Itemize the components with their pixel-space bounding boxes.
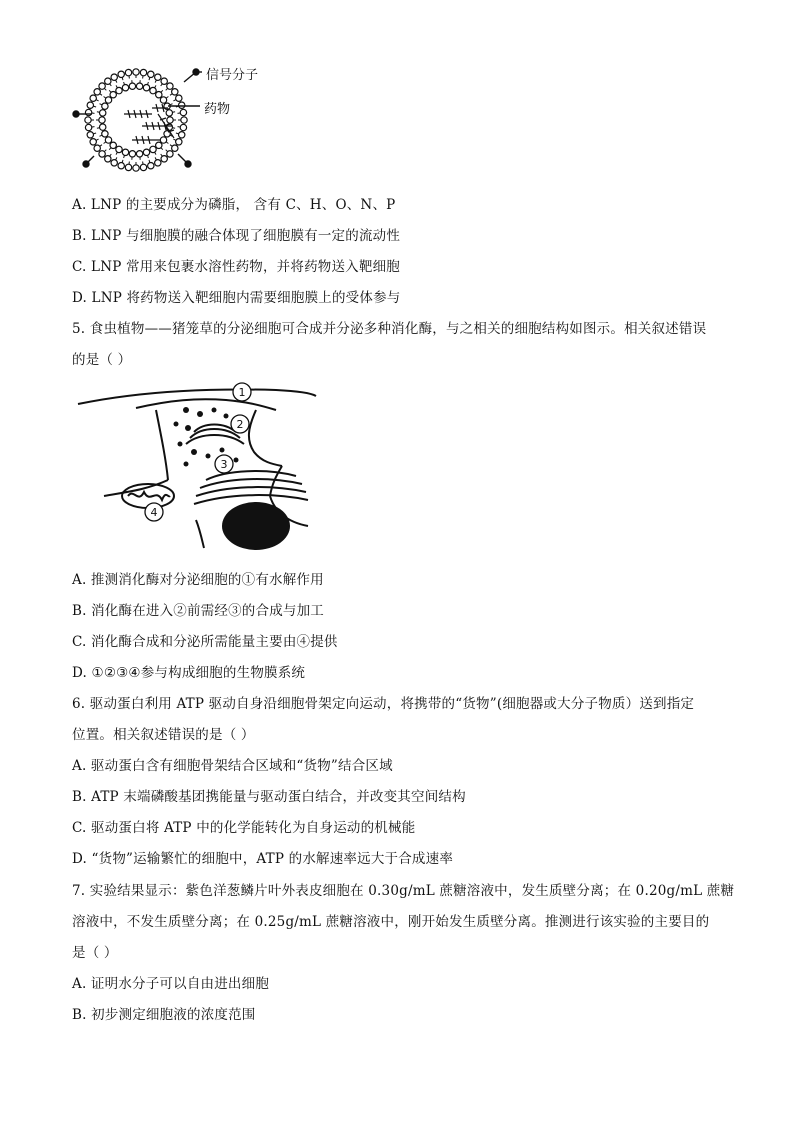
q5-option-c: C. 消化酶合成和分泌所需能量主要由④提供 <box>72 634 338 650</box>
lipid-head <box>105 156 111 162</box>
lipid-head <box>90 139 96 145</box>
secretory-cell-diagram <box>76 380 326 552</box>
lipid-head <box>156 142 162 148</box>
lipid-head <box>148 71 154 77</box>
lipid-head <box>136 151 142 157</box>
lipid-bilayer <box>85 69 187 171</box>
q7-option-a: A. 证明水分子可以自由进出细胞 <box>72 976 270 992</box>
lipid-head <box>161 78 167 84</box>
lipid-head <box>122 85 128 91</box>
lipid-head <box>125 164 131 170</box>
lipid-head <box>99 117 105 123</box>
lipid-head <box>133 165 139 171</box>
lipid-head <box>87 102 93 108</box>
lipid-head <box>179 102 185 108</box>
lipid-head <box>125 69 131 75</box>
q7-stem-line3: 是（ ） <box>72 945 118 961</box>
q4-option-c: C. LNP 常用来包裹水溶性药物，并将药物送入靶细胞 <box>72 259 400 275</box>
q6-option-c: C. 驱动蛋白将 ATP 中的化学能转化为自身运动的机械能 <box>72 820 416 836</box>
lipid-head <box>100 124 106 130</box>
drug-label: 药物 <box>204 102 231 117</box>
lipid-head <box>105 137 111 143</box>
lipid-head <box>160 97 166 103</box>
lipid-head <box>118 71 124 77</box>
lipid-head <box>150 146 156 152</box>
lipid-head <box>176 95 182 101</box>
lipid-head <box>102 131 108 137</box>
lipid-head <box>160 137 166 143</box>
lipid-head <box>156 92 162 98</box>
nucleus <box>222 502 290 550</box>
q5-option-b: B. 消化酶在进入②前需经③的合成与加工 <box>72 603 325 619</box>
lipid-head <box>110 142 116 148</box>
lipid-head <box>140 164 146 170</box>
lipid-head <box>176 139 182 145</box>
label-2: 2 <box>236 418 244 431</box>
label-1: 1 <box>238 386 246 399</box>
lipid-head <box>129 83 135 89</box>
lipid-head <box>122 149 128 155</box>
label-3: 3 <box>220 458 228 471</box>
lipid-head <box>167 83 173 89</box>
lipid-head <box>143 149 149 155</box>
q5-stem-line1: 5. 食虫植物——猪笼草的分泌细胞可合成并分泌多种消化酶，与之相关的细胞结构如图示。相关叙述错误 <box>72 321 707 337</box>
lipid-head <box>99 151 105 157</box>
lipid-head <box>172 145 178 151</box>
lipid-head <box>111 160 117 166</box>
secretory-cell-figure <box>76 380 326 552</box>
lipid-head <box>110 92 116 98</box>
q4-option-b: B. LNP 与细胞膜的融合体现了细胞膜有一定的流动性 <box>72 228 401 244</box>
signal-molecule-label: 信号分子 <box>206 68 259 83</box>
lipid-head <box>181 117 187 123</box>
lipid-head <box>116 146 122 152</box>
lipid-head <box>111 74 117 80</box>
lipid-head <box>155 74 161 80</box>
q7-stem-line2: 溶液中，不发生质壁分离；在 0.25g/mL 蔗糖溶液中，刚开始发生质壁分离。推测进行该实验的主要目的 <box>72 914 710 930</box>
lipid-head <box>167 117 173 123</box>
lipid-head <box>85 109 91 115</box>
lipid-head <box>136 83 142 89</box>
lipid-head <box>105 97 111 103</box>
lipid-head <box>129 151 135 157</box>
q6-stem-line1: 6. 驱动蛋白利用 ATP 驱动自身沿细胞骨架定向运动，将携带的“货物”(细胞器或大分子物质）送到指定 <box>72 696 695 712</box>
lipid-head <box>90 95 96 101</box>
q4-option-d: D. LNP 将药物送入靶细胞内需要细胞膜上的受体参与 <box>72 290 401 306</box>
lipid-head <box>155 160 161 166</box>
q6-option-a: A. 驱动蛋白含有细胞骨架结合区域和“货物”结合区域 <box>72 758 393 774</box>
lipid-head <box>150 87 156 93</box>
lipid-head <box>99 83 105 89</box>
lipid-head <box>133 69 139 75</box>
lipid-head <box>105 78 111 84</box>
lipid-head <box>140 69 146 75</box>
lipid-head <box>116 87 122 93</box>
lipid-head <box>87 132 93 138</box>
lipid-head <box>143 85 149 91</box>
lipid-head <box>85 117 91 123</box>
lnp-figure <box>72 64 272 174</box>
q4-option-a: A. LNP 的主要成分为磷脂， 含有 C、H、O、N、P <box>72 197 396 213</box>
lipid-head <box>94 145 100 151</box>
lipid-head <box>118 163 124 169</box>
q6-option-d: D. “货物”运输繁忙的细胞中，ATP 的水解速率远大于合成速率 <box>72 851 454 867</box>
lipid-head <box>100 110 106 116</box>
q5-option-a: A. 推测消化酶对分泌细胞的①有水解作用 <box>72 572 324 588</box>
lipid-head <box>102 103 108 109</box>
lipid-head <box>179 132 185 138</box>
lipid-head <box>148 163 154 169</box>
lipid-head <box>161 156 167 162</box>
q6-option-b: B. ATP 末端磷酸基团携能量与驱动蛋白结合，并改变其空间结构 <box>72 789 466 805</box>
q7-stem-line1: 7. 实验结果显示：紫色洋葱鳞片叶外表皮细胞在 0.30g/mL 蔗糖溶液中，发生质壁分离；在 0.20g/mL 蔗糖 <box>72 883 735 899</box>
q7-option-b: B. 初步测定细胞液的浓度范围 <box>72 1007 256 1023</box>
q5-stem-line2: 的是（ ） <box>72 352 132 368</box>
lipid-head <box>94 89 100 95</box>
label-4: 4 <box>150 506 158 519</box>
q5-option-d: D. ①②③④参与构成细胞的生物膜系统 <box>72 665 306 681</box>
lipid-head <box>180 124 186 130</box>
lipid-head <box>167 151 173 157</box>
lipid-head <box>172 89 178 95</box>
q6-stem-line2: 位置。相关叙述错误的是（ ） <box>72 727 255 743</box>
lipid-head <box>85 124 91 130</box>
lipid-head <box>180 109 186 115</box>
lipid-head <box>166 110 172 116</box>
